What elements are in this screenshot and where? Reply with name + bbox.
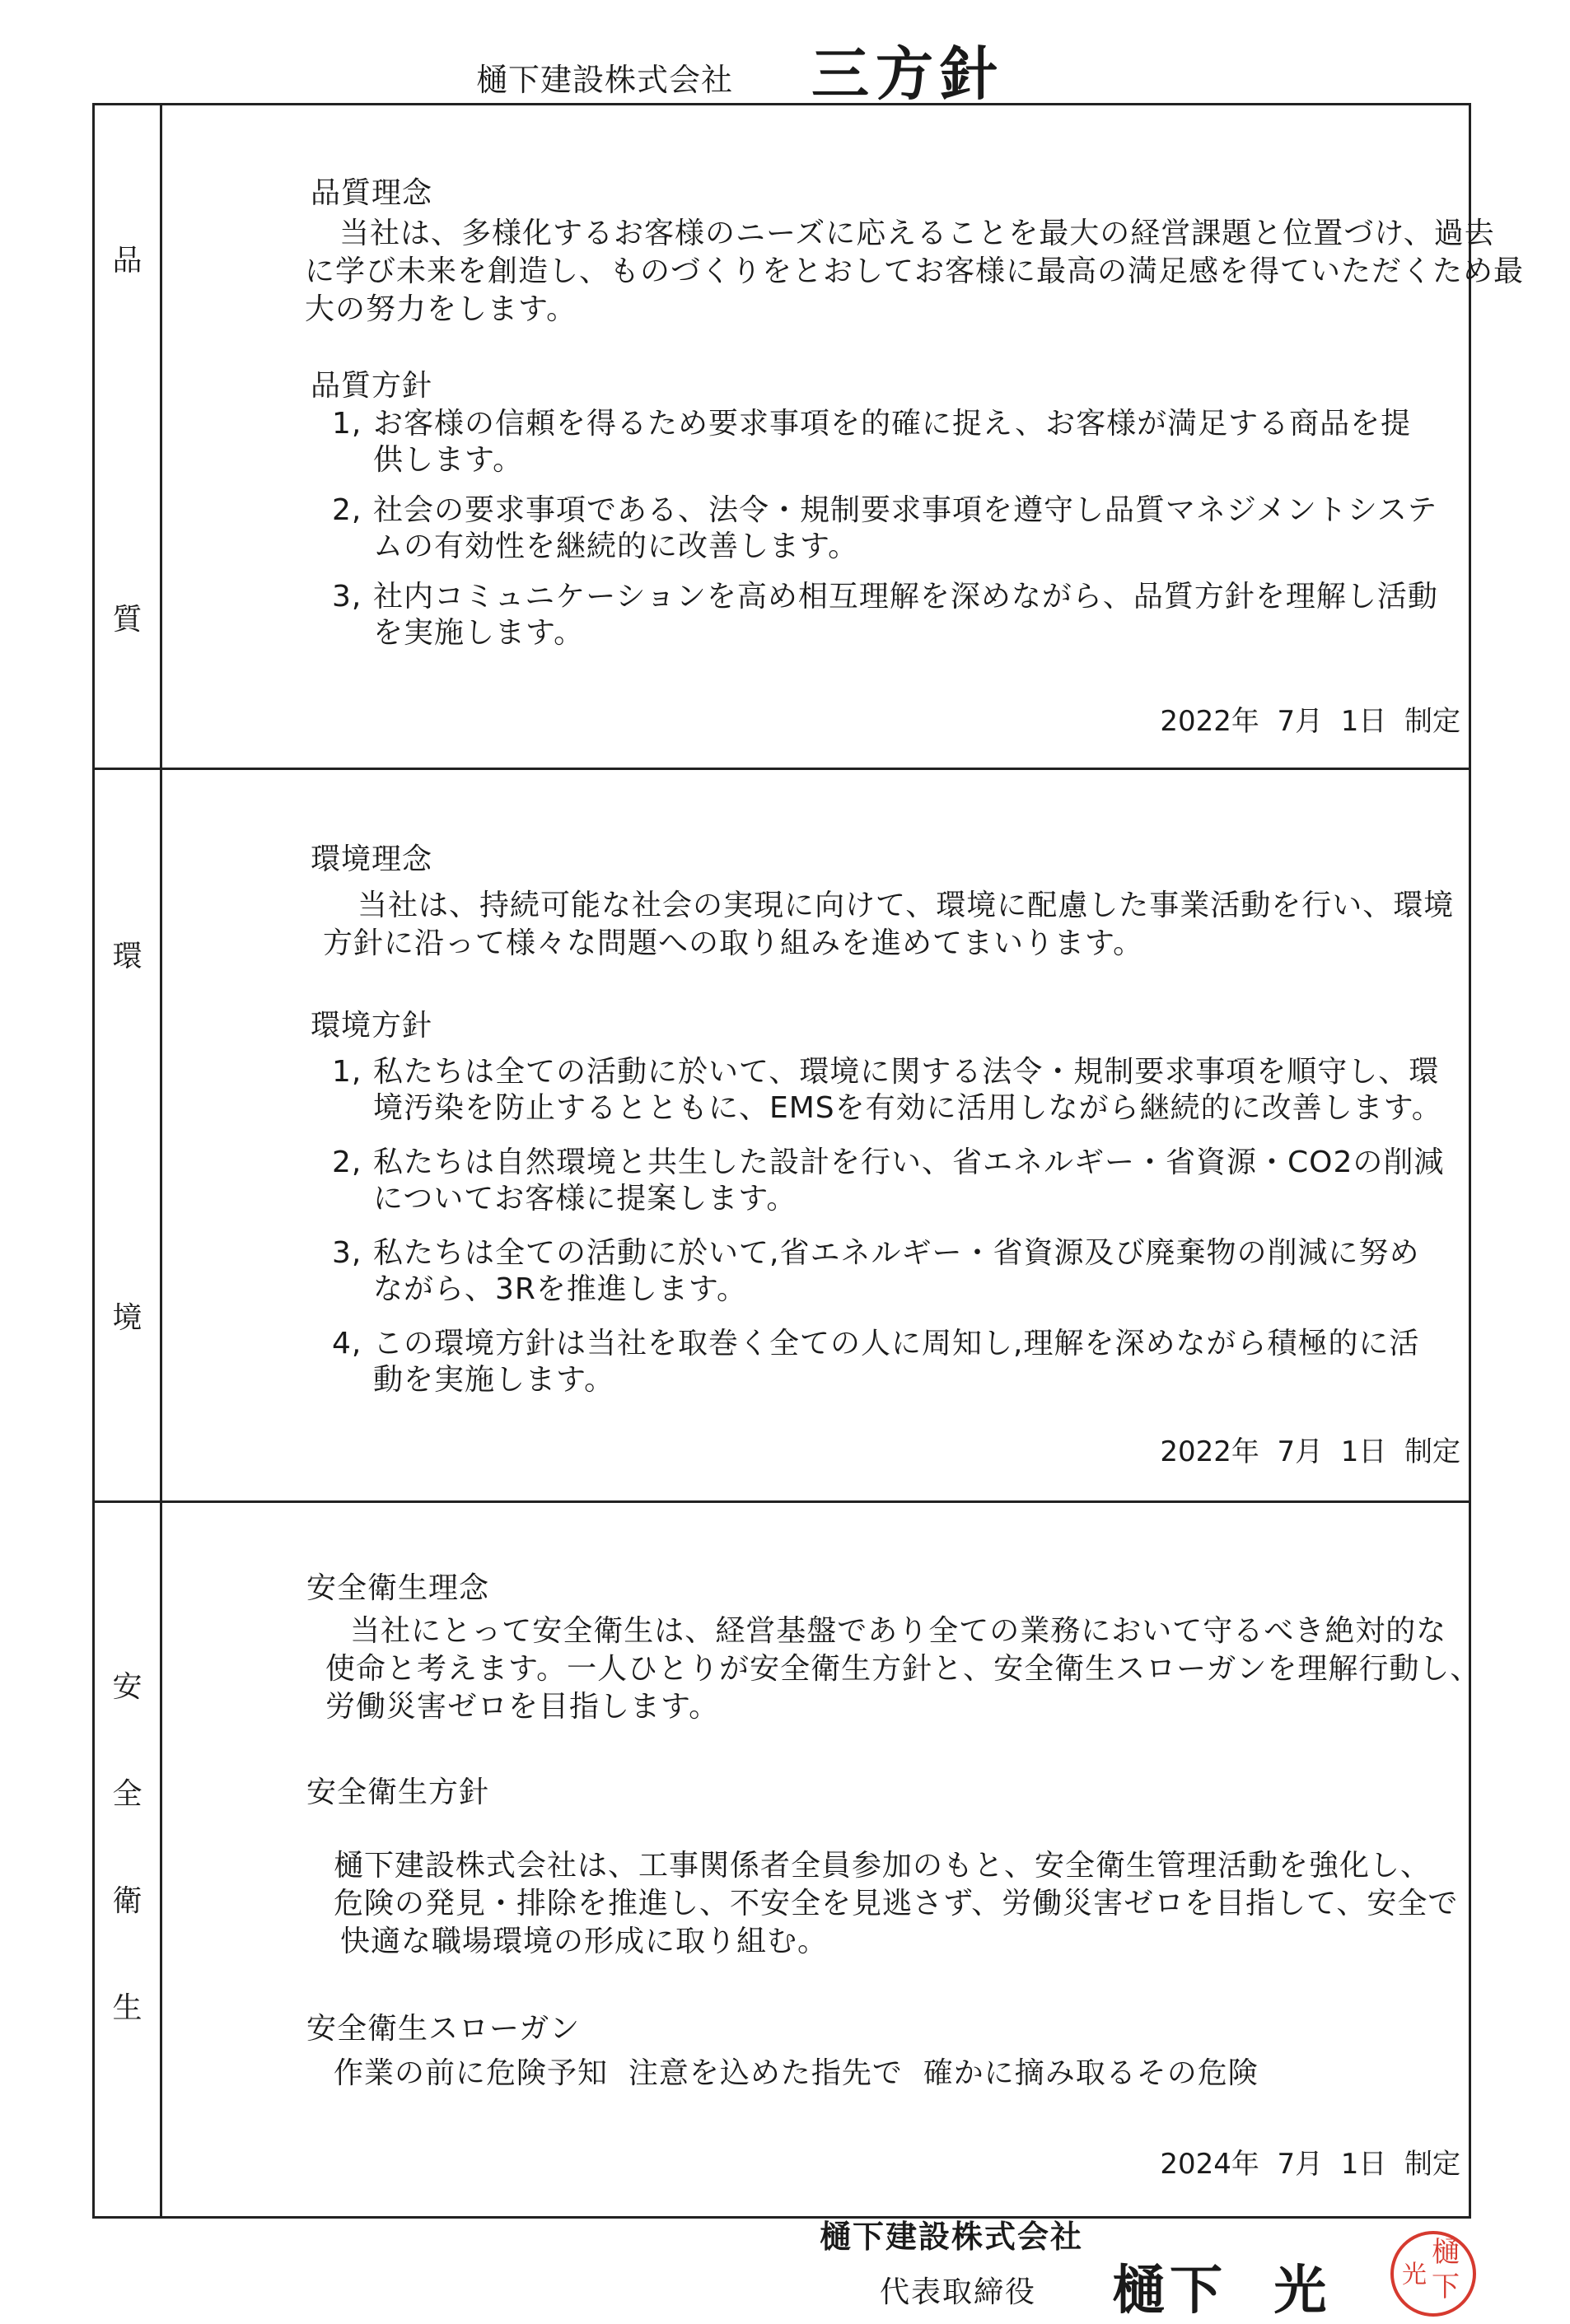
safety-policy-heading: 安全衛生方針: [306, 1776, 490, 1809]
environment-established-date: 2022年 7月 1日 制定: [1160, 1435, 1460, 1468]
environment-policy-item: [332, 1326, 1485, 1400]
item-line: ながら、3Rを推進します。: [373, 1272, 748, 1306]
environment-philosophy-heading: 環境理念: [311, 842, 433, 876]
quality-label-top: 品: [112, 244, 143, 278]
item-number: 3,: [332, 580, 362, 614]
item-number: 2,: [332, 1146, 362, 1179]
quality-philosophy-line: 当社は、多様化するお客様のニーズに応えることを最大の経営課題と位置づけ、過去: [339, 217, 1495, 250]
environment-label-top: 環: [112, 940, 143, 973]
page-title: 三方針: [811, 40, 1004, 108]
item-line: ムの有効性を継続的に改善します。: [373, 530, 859, 563]
item-line: お客様の信頼を得るため要求事項を的確に捉え、お客様が満足する商品を提: [373, 407, 1412, 441]
quality-label-bottom: 質: [112, 603, 143, 637]
safety-policy-text: [334, 1847, 1458, 1961]
environment-section: [92, 768, 1471, 1503]
safety-policy-line: 快適な職場環境の形成に取り組む。: [340, 1925, 829, 1958]
item-line: についてお客様に提案します。: [373, 1182, 797, 1216]
quality-policy-item: [332, 492, 1469, 567]
representative-title: 代表取締役: [880, 2275, 1037, 2309]
company-seal-stamp: [1388, 2228, 1479, 2319]
representative-name: 樋下 光: [1112, 2261, 1332, 2322]
safety-established-date: 2024年 7月 1日 制定: [1160, 2148, 1460, 2181]
item-number: 2,: [332, 493, 362, 527]
safety-slogan-heading: 安全衛生スローガン: [306, 2012, 581, 2046]
item-number: 4,: [332, 1327, 362, 1360]
svg-text:下: 下: [1432, 2270, 1460, 2303]
svg-text:光: 光: [1402, 2261, 1427, 2289]
safety-health-section: [92, 1500, 1481, 2219]
quality-philosophy-line: に学び未来を創造し、ものづくりをとおしてお客様に最高の満足感を得ていただくため最: [305, 254, 1525, 288]
safety-slogan-text: 作業の前に危険予知 注意を込めた指先で 確かに摘み取るその危険: [334, 2056, 1259, 2090]
svg-text:樋: 樋: [1432, 2236, 1460, 2269]
footer-company-name: 樋下建設株式会社: [820, 2219, 1084, 2255]
safety-content: [214, 1503, 1481, 2216]
environment-policy-item: [332, 1235, 1485, 1309]
item-line: 私たちは自然環境と共生した設計を行い、省エネルギー・省資源・CO2の削減: [373, 1146, 1445, 1179]
item-line: を実施します。: [373, 616, 585, 650]
safety-philosophy-line: 当社にとって安全衛生は、経営基盤であり全ての業務において守るべき絶対的な: [350, 1614, 1447, 1648]
safety-label-column: [95, 1503, 162, 2216]
environment-philosophy-line: 方針に沿って様々な問題への取り組みを進めてまいります。: [323, 926, 1144, 960]
item-line: この環境方針は当社を取巻く全ての人に周知し,理解を深めながら積極的に活: [373, 1327, 1420, 1360]
item-line: 社内コミュニケーションを高め相互理解を深めながら、品質方針を理解し活動: [373, 580, 1438, 614]
environment-philosophy-text: [323, 887, 1454, 963]
quality-label-column: [95, 105, 162, 768]
environment-label-bottom: 境: [112, 1301, 143, 1335]
safety-label-char: 全: [112, 1777, 143, 1811]
environment-label-column: [95, 770, 162, 1500]
safety-philosophy-line: 使命と考えます。一人ひとりが安全衛生方針と、安全衛生スローガンを理解行動し、: [325, 1652, 1481, 1686]
quality-philosophy-text: [305, 215, 1524, 329]
environment-philosophy-line: 当社は、持続可能な社会の実現に向けて、環境に配慮した事業活動を行い、環境: [357, 889, 1455, 922]
item-line: 供します。: [373, 443, 524, 477]
safety-label-char: 衛: [112, 1884, 143, 1918]
quality-policy-item: [332, 579, 1469, 653]
quality-section: [92, 103, 1525, 770]
document-header: [0, 25, 1570, 107]
safety-philosophy-heading: 安全衛生理念: [306, 1571, 490, 1605]
item-number: 3,: [332, 1236, 362, 1270]
item-line: 社会の要求事項である、法令・規制要求事項を遵守し品質マネジメントシステ: [373, 493, 1438, 527]
environment-policy-heading: 環境方針: [311, 1009, 433, 1043]
safety-label-char: 生: [112, 1991, 143, 2025]
environment-policy-item: [332, 1145, 1485, 1219]
environment-policy-item: [332, 1054, 1485, 1128]
quality-content: [214, 105, 1525, 768]
safety-policy-line: 危険の発見・排除を推進し、不安全を見逃さず、労働災害ゼロを目指して、安全で: [334, 1887, 1459, 1920]
quality-policy-item: [332, 406, 1469, 480]
quality-policy-heading: 品質方針: [311, 369, 433, 403]
item-number: 1,: [332, 407, 362, 441]
safety-policy-line: 樋下建設株式会社は、工事関係者全員参加のもと、安全衛生管理活動を強化し、: [334, 1849, 1432, 1883]
item-line: 動を実施します。: [373, 1363, 615, 1397]
environment-content: [214, 770, 1469, 1500]
safety-philosophy-text: [325, 1612, 1480, 1726]
quality-philosophy-heading: 品質理念: [311, 176, 433, 210]
safety-label-char: 安: [112, 1670, 143, 1704]
safety-philosophy-line: 労働災害ゼロを目指します。: [325, 1690, 720, 1724]
item-line: 私たちは全ての活動に於いて、環境に関する法令・規制要求事項を順守し、環: [373, 1055, 1440, 1089]
quality-established-date: 2022年 7月 1日 制定: [1160, 705, 1460, 738]
item-line: 境汚染を防止するとともに、EMSを有効に活用しながら継続的に改善します。: [373, 1091, 1442, 1125]
item-line: 私たちは全ての活動に於いて,省エネルギー・省資源及び廃棄物の削減に努め: [373, 1236, 1420, 1270]
item-number: 1,: [332, 1055, 362, 1089]
header-company-name: 樋下建設株式会社: [476, 62, 734, 98]
quality-philosophy-line: 大の努力をします。: [305, 292, 577, 326]
